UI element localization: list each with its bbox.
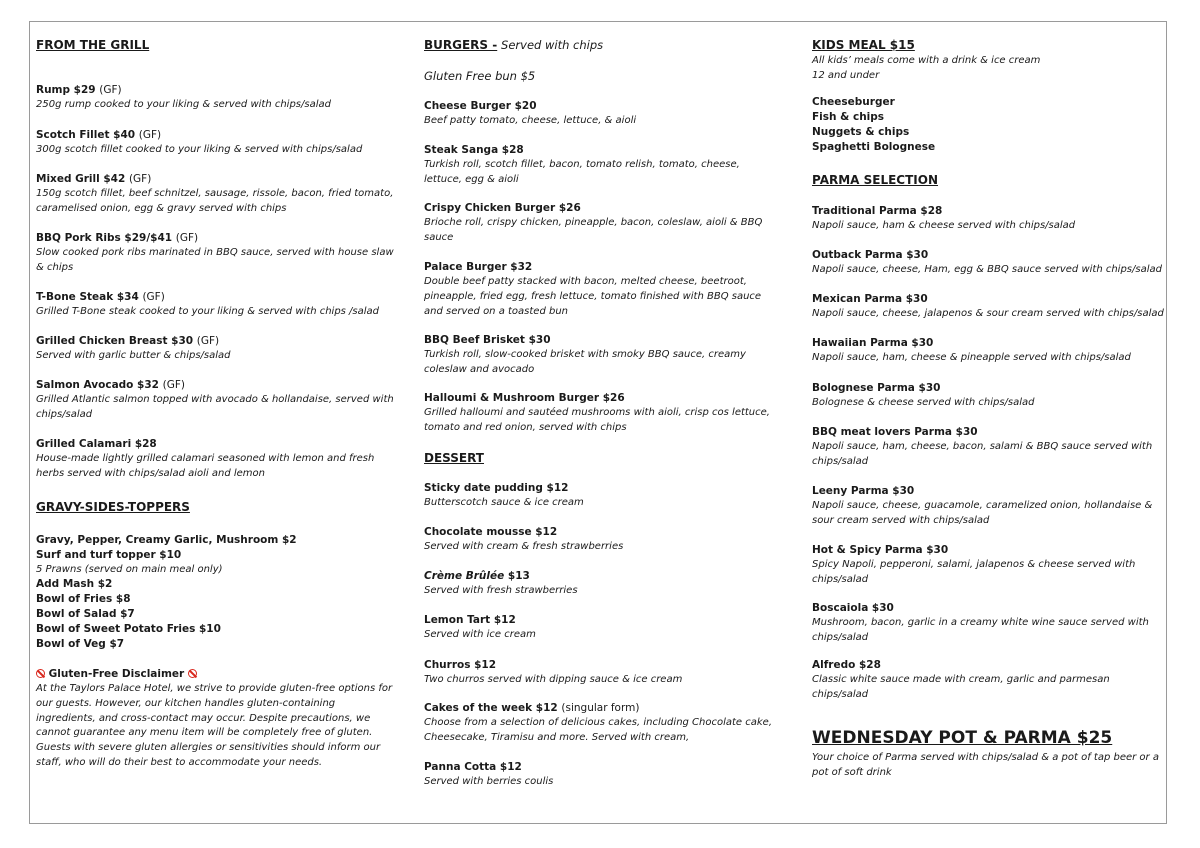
kids-item: Spaghetti Bolognese <box>812 141 936 153</box>
parma-item-desc: Napoli sauce, cheese, jalapenos & sour cream served with chips/salad <box>812 308 1164 319</box>
burger-item-desc: Turkish roll, scotch fillet, bacon, tomato relish, tomato, cheese, lettuce, egg & aioli <box>424 159 740 185</box>
grill-item-title: BBQ Pork Ribs $29/$41 (GF) <box>36 232 199 244</box>
dessert-item-title: Panna Cotta $12 <box>424 761 522 773</box>
wednesday-desc: Your choice of Parma served with chips/salad & a pot of tap beer or a pot of soft drink <box>812 752 1159 778</box>
dessert-item-desc: Served with berries coulis <box>424 776 554 787</box>
kids-item: Fish & chips <box>812 111 885 123</box>
parma-item-desc: Napoli sauce, ham & cheese served with chips/salad <box>812 220 1076 231</box>
grill-item-desc: 250g rump cooked to your liking & served with chips/salad <box>36 99 331 110</box>
parma-item-title: Bolognese Parma $30 <box>812 382 941 394</box>
burger-item-title: Crispy Chicken Burger $26 <box>424 202 581 214</box>
sides-heading: GRAVY-SIDES-TOPPERS <box>36 500 190 514</box>
dessert-item-title: Lemon Tart $12 <box>424 614 516 626</box>
parma-item-title: Traditional Parma $28 <box>812 205 943 217</box>
parma-item-title: Boscaiola $30 <box>812 602 894 614</box>
burger-item-title: Palace Burger $32 <box>424 261 533 273</box>
dessert-item-title: Sticky date pudding $12 <box>424 482 569 494</box>
dessert-item-title: Chocolate mousse $12 <box>424 526 558 538</box>
kids-heading: KIDS MEAL $15 <box>812 38 915 52</box>
grill-item-desc: Grilled Atlantic salmon topped with avocado & hollandaise, served with chips/salad <box>36 394 394 420</box>
grill-item-title: Rump $29 (GF) <box>36 84 122 96</box>
grill-item-title: Grilled Chicken Breast $30 (GF) <box>36 335 220 347</box>
parma-item-title: BBQ meat lovers Parma $30 <box>812 426 978 438</box>
kids-age: 12 and under <box>812 70 880 81</box>
parma-heading: PARMA SELECTION <box>812 173 939 187</box>
parma-item-desc: Napoli sauce, ham, cheese, bacon, salami & BBQ sauce served with chips/salad <box>812 441 1153 467</box>
parma-item-desc: Napoli sauce, cheese, Ham, egg & BBQ sauce served with chips/salad <box>812 264 1162 275</box>
parma-item-title: Hot & Spicy Parma $30 <box>812 544 949 556</box>
grill-heading: FROM THE GRILL <box>36 38 150 52</box>
dessert-item-desc: Two churros served with dipping sauce & ice cream <box>424 674 683 685</box>
wednesday-heading: WEDNESDAY POT & PARMA $25 <box>812 728 1113 748</box>
grill-item-desc: 150g scotch fillet, beef schnitzel, sausage, rissole, bacon, fried tomato, caramelised onion, egg & gravy served with chips <box>36 188 394 214</box>
sides-item: Bowl of Fries $8 <box>36 593 131 605</box>
burgers-heading-line <box>424 38 778 53</box>
dessert-item-title: Churros $12 <box>424 659 497 671</box>
sides-item: Bowl of Veg $7 <box>36 638 125 650</box>
kids-desc: All kids’ meals come with a drink & ice cream <box>812 55 1041 66</box>
dessert-item-desc: Butterscotch sauce & ice cream <box>424 497 584 508</box>
burgers-sub: Served with chips <box>501 38 604 52</box>
burger-item-desc: Grilled halloumi and sautéed mushrooms with aioli, crisp cos lettuce, tomato and red onion, served with chips <box>424 407 770 433</box>
parma-item-desc: Spicy Napoli, pepperoni, salami, jalapenos & cheese served with chips/salad <box>812 559 1136 585</box>
dessert-item-desc: Served with fresh strawberries <box>424 585 578 596</box>
burger-item-title: Steak Sanga $28 <box>424 144 524 156</box>
grill-item-desc: Served with garlic butter & chips/salad <box>36 350 231 361</box>
sides-gravy: Gravy, Pepper, Creamy Garlic, Mushroom $2 <box>36 534 297 546</box>
sides-surf-note: 5 Prawns (served on main meal only) <box>36 564 223 575</box>
grill-item-title: Salmon Avocado $32 (GF) <box>36 379 185 391</box>
dessert-heading: DESSERT <box>424 451 484 465</box>
parma-item-title: Outback Parma $30 <box>812 249 929 261</box>
parma-item-desc: Bolognese & cheese served with chips/salad <box>812 397 1035 408</box>
burger-item-desc: Double beef patty stacked with bacon, melted cheese, beetroot, pineapple, fried egg, fresh lettuce, tomato finished with BBQ sauce and served on a toasted bun <box>424 276 762 317</box>
parma-item-title: Leeny Parma $30 <box>812 485 915 497</box>
burger-item-title: Halloumi & Mushroom Burger $26 <box>424 392 625 404</box>
burgers-heading: BURGERS - <box>424 38 498 52</box>
grill-item-desc: 300g scotch fillet cooked to your liking & served with chips/salad <box>36 144 363 155</box>
burger-item-desc: Beef patty tomato, cheese, lettuce, & aioli <box>424 115 637 126</box>
dessert-item-desc: Served with cream & fresh strawberries <box>424 541 624 552</box>
dessert-item-title: Cakes of the week $12 (singular form) <box>424 702 640 714</box>
sides-item: Bowl of Sweet Potato Fries $10 <box>36 623 221 635</box>
gf-bun: Gluten Free bun $5 <box>424 69 536 83</box>
no-entry-icon <box>188 669 197 678</box>
no-entry-icon <box>36 669 45 678</box>
sides-item: Bowl of Salad $7 <box>36 608 135 620</box>
dessert-item-title: Crème Brûlée $13 <box>424 570 530 582</box>
sides-item: Add Mash $2 <box>36 578 113 590</box>
disclaimer-text: At the Taylors Palace Hotel, we strive to provide gluten-free options for our guests. However, our kitchen handles gluten-containing ingredients, and cross-contact may occur. Despite precautions, we cannot guarantee any menu item will be completely free of gluten. Guests with severe gluten allergies or sensitivities should inform our staff, who will do their best to accommodate your needs. <box>36 683 393 768</box>
burger-item-title: Cheese Burger $20 <box>424 100 537 112</box>
grill-item-title: T-Bone Steak $34 (GF) <box>36 291 165 303</box>
dessert-item-desc: Served with ice cream <box>424 629 536 640</box>
burger-item-title: BBQ Beef Brisket $30 <box>424 334 551 346</box>
parma-item-desc: Napoli sauce, ham, cheese & pineapple served with chips/salad <box>812 352 1131 363</box>
disclaimer-title: Gluten-Free Disclaimer <box>36 667 396 682</box>
parma-item-title: Hawaiian Parma $30 <box>812 337 934 349</box>
grill-item-title: Scotch Fillet $40 (GF) <box>36 129 162 141</box>
parma-item-title: Alfredo $28 <box>812 659 881 671</box>
parma-item-desc: Mushroom, bacon, garlic in a creamy white wine sauce served with chips/salad <box>812 617 1149 643</box>
dessert-item-desc: Choose from a selection of delicious cakes, including Chocolate cake, Cheesecake, Tiramisu and more. Served with cream, <box>424 717 773 743</box>
grill-item-desc: House-made lightly grilled calamari seasoned with lemon and fresh herbs served with chips/salad aioli and lemon <box>36 453 375 479</box>
grill-item-desc: Grilled T-Bone steak cooked to your liking & served with chips /salad <box>36 306 380 317</box>
parma-item-desc: Napoli sauce, cheese, guacamole, caramelized onion, hollandaise & sour cream served with chips/salad <box>812 500 1153 526</box>
sides-surf: Surf and turf topper $10 <box>36 549 182 561</box>
grill-item-desc: Slow cooked pork ribs marinated in BBQ sauce, served with house slaw & chips <box>36 247 394 273</box>
grill-item-title: Grilled Calamari $28 <box>36 438 157 450</box>
burger-item-desc: Brioche roll, crispy chicken, pineapple, bacon, coleslaw, aioli & BBQ sauce <box>424 217 763 243</box>
kids-item: Nuggets & chips <box>812 126 910 138</box>
burger-item-desc: Turkish roll, slow-cooked brisket with smoky BBQ sauce, creamy coleslaw and avocado <box>424 349 746 375</box>
kids-item: Cheeseburger <box>812 96 895 108</box>
grill-item-title: Mixed Grill $42 (GF) <box>36 173 152 185</box>
parma-item-desc: Classic white sauce made with cream, garlic and parmesan chips/salad <box>812 674 1110 700</box>
parma-item-title: Mexican Parma $30 <box>812 293 928 305</box>
